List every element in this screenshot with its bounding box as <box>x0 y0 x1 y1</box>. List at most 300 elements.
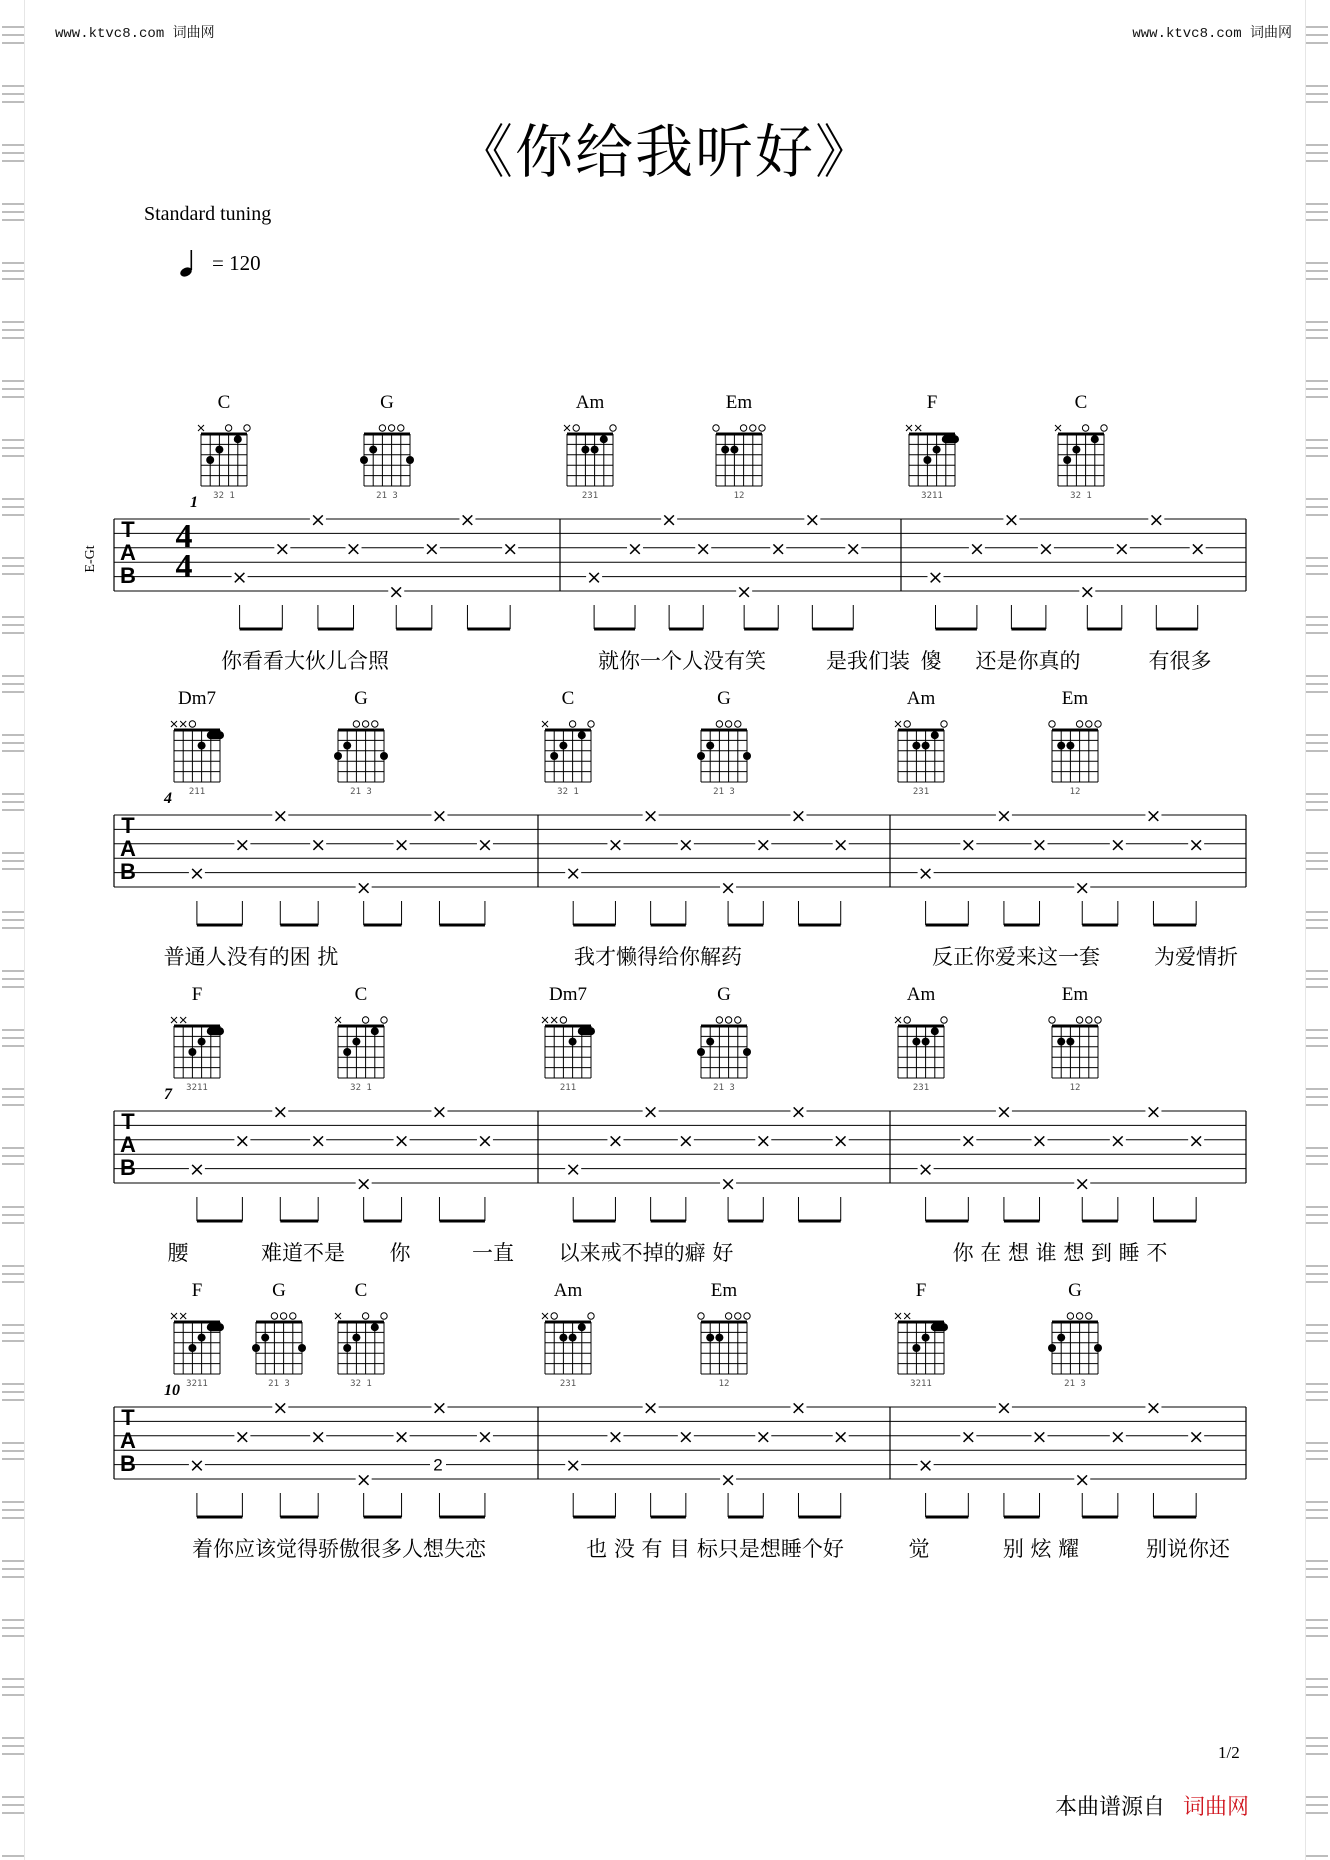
dead-note-x: × <box>1074 877 1091 899</box>
open-string-marker <box>1049 721 1055 727</box>
open-string-marker <box>225 425 231 431</box>
measure-number: 7 <box>164 1086 172 1103</box>
finger-dot <box>298 1344 306 1352</box>
dead-note-x: × <box>355 1173 372 1195</box>
dead-note-x: × <box>1003 509 1020 531</box>
finger-dot <box>371 1323 379 1331</box>
muted-string-marker <box>180 1017 186 1023</box>
finger-dot <box>922 1334 930 1342</box>
chord-diagram-em <box>1049 688 1101 797</box>
lyric-segment: 以来戒不掉的癖 好 <box>558 1241 734 1265</box>
finger-dot <box>1094 1344 1102 1352</box>
dead-note-x: × <box>502 537 519 560</box>
chord-diagram-f <box>171 984 224 1093</box>
lyric-segment: 普通人没有的困 扰 <box>163 945 339 969</box>
dead-note-x: × <box>310 1129 327 1152</box>
chord-name: Am <box>906 688 936 709</box>
dead-note-x: × <box>234 1129 251 1152</box>
dead-note-x: × <box>607 1129 624 1152</box>
dead-note-x: × <box>1109 1425 1126 1448</box>
chord-diagram-g <box>334 688 388 797</box>
finger-dot <box>198 1334 206 1342</box>
finger-numbers: 3211 <box>186 1379 208 1389</box>
finger-dot <box>922 742 930 750</box>
open-string-marker <box>372 721 378 727</box>
finger-dot <box>706 1038 714 1046</box>
dead-note-x: × <box>431 805 448 827</box>
open-string-marker <box>610 425 616 431</box>
chord-diagram-f <box>171 1280 224 1389</box>
chord-diagram-em <box>713 392 765 501</box>
chord-diagram-c <box>1055 392 1107 501</box>
dead-note-x: × <box>755 833 772 856</box>
lyric-segment: 难道不是 <box>261 1241 345 1265</box>
lyric-segment: 你看看大伙儿合照 <box>221 649 389 673</box>
dead-note-x: × <box>927 566 944 589</box>
finger-dot <box>730 446 738 454</box>
muted-string-marker <box>915 425 921 431</box>
song-title: 《你给我听好》 <box>454 118 875 186</box>
finger-numbers: 12 <box>733 491 745 501</box>
chord-name: Em <box>1061 688 1089 709</box>
dead-note-x: × <box>1031 833 1048 856</box>
dead-note-x: × <box>960 1129 977 1152</box>
site-header-right[interactable]: www.ktvc8.com 词曲网 <box>1132 26 1292 42</box>
chord-name: C <box>1074 392 1088 413</box>
dead-note-x: × <box>355 1469 372 1491</box>
finger-dot <box>1066 1038 1074 1046</box>
dead-note-x: × <box>995 1397 1012 1419</box>
open-string-marker <box>1086 1313 1092 1319</box>
open-string-marker <box>362 721 368 727</box>
dead-note-x: × <box>627 537 643 560</box>
source-footer <box>1055 1790 1249 1821</box>
open-string-marker <box>698 1313 704 1319</box>
dead-note-x: × <box>234 833 251 856</box>
chord-name: F <box>191 1280 203 1301</box>
finger-dot <box>1066 742 1074 750</box>
open-string-marker <box>560 1017 566 1023</box>
finger-dot <box>591 446 599 454</box>
dead-note-x: × <box>231 566 248 589</box>
finger-dot <box>721 446 729 454</box>
finger-dot <box>343 1344 351 1352</box>
dead-note-x: × <box>393 833 410 856</box>
dead-note-x: × <box>188 1158 205 1181</box>
open-string-marker <box>1086 721 1092 727</box>
dead-note-x: × <box>586 566 603 589</box>
tab-letter-t: T <box>121 517 135 542</box>
barre-marker <box>578 1027 595 1035</box>
dead-note-x: × <box>804 509 821 531</box>
tab-letter-a: A <box>120 1132 136 1157</box>
finger-dot <box>559 1334 567 1342</box>
finger-dot <box>569 1038 577 1046</box>
lyric-segment: 为爱情折 <box>1154 945 1238 969</box>
chord-name: F <box>926 392 938 413</box>
dead-note-x: × <box>423 537 440 560</box>
finger-numbers: 231 <box>912 787 930 797</box>
lyric-segment: 腰 <box>167 1241 189 1265</box>
time-signature-digit: 4 <box>175 548 193 585</box>
dead-note-x: × <box>642 1397 659 1419</box>
barre-marker <box>207 1323 224 1331</box>
open-string-marker <box>588 1313 594 1319</box>
dead-note-x: × <box>790 1397 807 1419</box>
finger-dot <box>252 1344 260 1352</box>
chord-diagram-em <box>1049 984 1101 1093</box>
dead-note-x: × <box>355 877 372 899</box>
open-string-marker <box>388 425 394 431</box>
time-signature-digit: 4 <box>175 518 193 555</box>
dead-note-x: × <box>565 862 582 885</box>
dead-note-x: × <box>1188 833 1205 856</box>
dead-note-x: × <box>995 1101 1012 1123</box>
finger-dot <box>931 731 939 739</box>
open-string-marker <box>735 721 741 727</box>
chord-name: G <box>380 392 394 413</box>
source-label: 本曲谱源自 <box>1055 1795 1166 1820</box>
dead-note-x: × <box>1145 1397 1162 1419</box>
chord-name: G <box>272 1280 286 1301</box>
chord-name: F <box>191 984 203 1005</box>
finger-dot <box>261 1334 269 1342</box>
finger-dot <box>198 1038 206 1046</box>
dead-note-x: × <box>431 1397 448 1419</box>
open-string-marker <box>1049 1017 1055 1023</box>
chord-diagram-em <box>698 1280 750 1389</box>
finger-dot <box>743 1048 751 1056</box>
dead-note-x: × <box>995 805 1012 827</box>
finger-dot <box>743 752 751 760</box>
lyric-segment: 反正你爱来这一套 <box>932 945 1100 969</box>
dead-note-x: × <box>272 1397 289 1419</box>
chord-diagram-g <box>252 1280 306 1389</box>
finger-dot <box>188 1344 196 1352</box>
lyric-segment: 还是你真的 <box>975 649 1081 673</box>
dead-note-x: × <box>720 1173 737 1195</box>
chord-diagram-f <box>906 392 959 501</box>
dead-note-x: × <box>968 537 985 560</box>
muted-string-marker <box>1055 425 1061 431</box>
finger-numbers: 21 3 <box>1064 1379 1086 1389</box>
tab-letter-t: T <box>121 1109 135 1134</box>
dead-note-x: × <box>1031 1425 1048 1448</box>
dead-note-x: × <box>1113 537 1130 560</box>
lyric-segment: 傻 <box>920 649 942 673</box>
finger-dot <box>912 1344 920 1352</box>
open-string-marker <box>1095 1017 1101 1023</box>
finger-dot <box>912 1038 920 1046</box>
dead-note-x: × <box>736 581 753 603</box>
open-string-marker <box>941 721 947 727</box>
dead-note-x: × <box>917 862 934 885</box>
tab-letter-t: T <box>121 1405 135 1430</box>
finger-numbers: 3211 <box>921 491 943 501</box>
open-string-marker <box>573 425 579 431</box>
finger-numbers: 3211 <box>910 1379 932 1389</box>
finger-dot <box>380 752 388 760</box>
muted-string-marker <box>564 425 570 431</box>
chord-name: Am <box>575 392 605 413</box>
dead-note-x: × <box>790 805 807 827</box>
open-string-marker <box>362 1017 368 1023</box>
dead-note-x: × <box>917 1158 934 1181</box>
open-string-marker <box>588 721 594 727</box>
chord-name: C <box>354 1280 368 1301</box>
finger-dot <box>922 1038 930 1046</box>
finger-dot <box>352 1038 360 1046</box>
muted-string-marker <box>542 1313 548 1319</box>
muted-string-marker <box>180 1313 186 1319</box>
site-header-left[interactable]: www.ktvc8.com 词曲网 <box>55 26 215 42</box>
dead-note-x: × <box>642 805 659 827</box>
chord-diagram-g <box>360 392 414 501</box>
muted-string-marker <box>906 425 912 431</box>
chord-diagram-am <box>895 688 947 797</box>
chord-diagram-dm7 <box>171 688 224 797</box>
open-string-marker <box>941 1017 947 1023</box>
finger-dot <box>933 446 941 454</box>
dead-note-x: × <box>565 1158 582 1181</box>
tab-system-1 <box>114 511 1246 629</box>
open-string-marker <box>379 425 385 431</box>
barre-marker <box>207 731 224 739</box>
chord-name: G <box>354 688 368 709</box>
finger-dot <box>706 1334 714 1342</box>
muted-string-marker <box>895 1017 901 1023</box>
dead-note-x: × <box>476 833 493 856</box>
dead-note-x: × <box>960 833 977 856</box>
tab-letter-b: B <box>120 1155 136 1180</box>
muted-string-marker <box>198 425 204 431</box>
finger-numbers: 21 3 <box>713 1083 735 1093</box>
dead-note-x: × <box>309 509 326 531</box>
muted-string-marker <box>335 1017 341 1023</box>
chord-name: Em <box>725 392 753 413</box>
finger-dot <box>198 742 206 750</box>
finger-dot <box>706 742 714 750</box>
finger-numbers: 231 <box>912 1083 930 1093</box>
page-number: 1/2 <box>1218 1743 1240 1762</box>
open-string-marker <box>1101 425 1107 431</box>
dead-note-x: × <box>677 1129 694 1152</box>
open-string-marker <box>725 721 731 727</box>
dead-note-x: × <box>720 877 737 899</box>
dead-note-x: × <box>607 1425 624 1448</box>
dead-note-x: × <box>1074 1469 1091 1491</box>
finger-dot <box>1063 456 1071 464</box>
tab-letter-a: A <box>120 1428 136 1453</box>
dead-note-x: × <box>1188 1129 1205 1152</box>
finger-dot <box>188 1048 196 1056</box>
finger-dot <box>550 752 558 760</box>
dead-note-x: × <box>565 1454 582 1477</box>
finger-numbers: 21 3 <box>350 787 372 797</box>
finger-dot <box>1057 742 1065 750</box>
chord-name: Am <box>553 1280 583 1301</box>
open-string-marker <box>1086 1017 1092 1023</box>
dead-note-x: × <box>393 1129 410 1152</box>
dead-note-x: × <box>695 537 712 560</box>
measure-number: 4 <box>164 790 172 807</box>
tab-letter-b: B <box>120 1451 136 1476</box>
dead-note-x: × <box>607 833 624 856</box>
chord-diagram-c <box>335 1280 387 1389</box>
chord-name: Em <box>1061 984 1089 1005</box>
lyric-segment: 你 <box>389 1241 411 1265</box>
chord-name: Dm7 <box>549 984 587 1005</box>
open-string-marker <box>290 1313 296 1319</box>
lyric-segment: 一直 <box>472 1241 514 1265</box>
dead-note-x: × <box>845 537 862 560</box>
open-string-marker <box>1082 425 1088 431</box>
open-string-marker <box>740 425 746 431</box>
finger-dot <box>715 1334 723 1342</box>
lyric-segment: 是我们装 <box>826 649 910 673</box>
chord-diagram-g <box>697 984 751 1093</box>
open-string-marker <box>1076 1017 1082 1023</box>
finger-numbers: 32 1 <box>557 787 579 797</box>
finger-numbers: 231 <box>581 491 599 501</box>
dead-note-x: × <box>310 1425 327 1448</box>
dead-note-x: × <box>1079 581 1096 603</box>
chord-name: Am <box>906 984 936 1005</box>
dead-note-x: × <box>677 833 694 856</box>
dead-note-x: × <box>188 1454 205 1477</box>
dead-note-x: × <box>1037 537 1054 560</box>
open-string-marker <box>280 1313 286 1319</box>
finger-dot <box>912 742 920 750</box>
dead-note-x: × <box>272 1101 289 1123</box>
dead-note-x: × <box>832 1129 849 1152</box>
dead-note-x: × <box>272 805 289 827</box>
tuning-label: Standard tuning <box>144 203 272 225</box>
dead-note-x: × <box>1109 833 1126 856</box>
open-string-marker <box>362 1313 368 1319</box>
finger-numbers: 21 3 <box>376 491 398 501</box>
finger-dot <box>600 435 608 443</box>
muted-string-marker <box>551 1017 557 1023</box>
open-string-marker <box>1095 721 1101 727</box>
chord-name: C <box>561 688 575 709</box>
open-string-marker <box>904 721 910 727</box>
open-string-marker <box>244 425 250 431</box>
measure-number: 1 <box>190 494 198 511</box>
dead-note-x: × <box>1145 1101 1162 1123</box>
muted-string-marker <box>171 1313 177 1319</box>
open-string-marker <box>1076 721 1082 727</box>
chord-name: C <box>217 392 231 413</box>
lyric-segment: 就你一个人没有笑 <box>598 649 766 673</box>
finger-dot <box>1057 1334 1065 1342</box>
finger-dot <box>578 731 586 739</box>
open-string-marker <box>716 721 722 727</box>
open-string-marker <box>904 1017 910 1023</box>
finger-numbers: 21 3 <box>713 787 735 797</box>
dead-note-x: × <box>770 537 787 560</box>
chord-diagram-f <box>895 1280 948 1389</box>
open-string-marker <box>1067 1313 1073 1319</box>
dead-note-x: × <box>642 1101 659 1123</box>
open-string-marker <box>381 1017 387 1023</box>
tab-letter-a: A <box>120 540 136 565</box>
tab-letter-b: B <box>120 859 136 884</box>
finger-numbers: 231 <box>559 1379 577 1389</box>
chord-diagram-dm7 <box>542 984 595 1093</box>
dead-note-x: × <box>476 1425 493 1448</box>
chord-diagram-am <box>895 984 947 1093</box>
open-string-marker <box>713 425 719 431</box>
tab-letter-t: T <box>121 813 135 838</box>
dead-note-x: × <box>1145 805 1162 827</box>
lyric-segment: 也 没 有 目 标只是想睡个好 <box>586 1537 844 1561</box>
finger-dot <box>559 742 567 750</box>
dead-note-x: × <box>345 537 362 560</box>
finger-dot <box>369 446 377 454</box>
finger-dot <box>360 456 368 464</box>
muted-string-marker <box>180 721 186 727</box>
open-string-marker <box>750 425 756 431</box>
finger-dot <box>697 1048 705 1056</box>
chord-diagram-c <box>335 984 387 1093</box>
measure-number: 10 <box>164 1382 180 1399</box>
finger-dot <box>343 742 351 750</box>
muted-string-marker <box>895 721 901 727</box>
chord-name: Em <box>710 1280 738 1301</box>
open-string-marker <box>1076 1313 1082 1319</box>
brand-link[interactable]: 词曲网 <box>1183 1795 1250 1820</box>
finger-numbers: 211 <box>559 1083 577 1093</box>
dead-note-x: × <box>960 1425 977 1448</box>
fret-number: 2 <box>433 1455 443 1475</box>
lyric-segment: 别 炫 耀 <box>1002 1537 1080 1561</box>
open-string-marker <box>725 1313 731 1319</box>
finger-dot <box>1072 446 1080 454</box>
dead-note-x: × <box>459 509 476 531</box>
chord-name: Dm7 <box>178 688 216 709</box>
muted-string-marker <box>335 1313 341 1319</box>
finger-numbers: 12 <box>1069 787 1081 797</box>
dead-note-x: × <box>832 1425 849 1448</box>
muted-string-marker <box>542 1017 548 1023</box>
finger-dot <box>1091 435 1099 443</box>
instrument-label: E-Gt <box>83 545 98 573</box>
finger-numbers: 211 <box>188 787 206 797</box>
open-string-marker <box>725 1017 731 1023</box>
dead-note-x: × <box>677 1425 694 1448</box>
dead-note-x: × <box>917 1454 934 1477</box>
muted-string-marker <box>904 1313 910 1319</box>
dead-note-x: × <box>431 1101 448 1123</box>
tab-letter-a: A <box>120 836 136 861</box>
finger-dot <box>923 456 931 464</box>
open-string-marker <box>381 1313 387 1319</box>
finger-numbers: 32 1 <box>1070 491 1092 501</box>
finger-numbers: 3211 <box>186 1083 208 1093</box>
chord-name: C <box>354 984 368 1005</box>
open-string-marker <box>569 721 575 727</box>
lyric-segment: 有很多 <box>1148 649 1212 673</box>
barre-marker <box>207 1027 224 1035</box>
dead-note-x: × <box>1031 1129 1048 1152</box>
chord-name: G <box>1068 1280 1082 1301</box>
chord-diagram-am <box>542 1280 594 1389</box>
open-string-marker <box>353 721 359 727</box>
finger-dot <box>206 456 214 464</box>
dead-note-x: × <box>1188 1425 1205 1448</box>
finger-dot <box>215 446 223 454</box>
